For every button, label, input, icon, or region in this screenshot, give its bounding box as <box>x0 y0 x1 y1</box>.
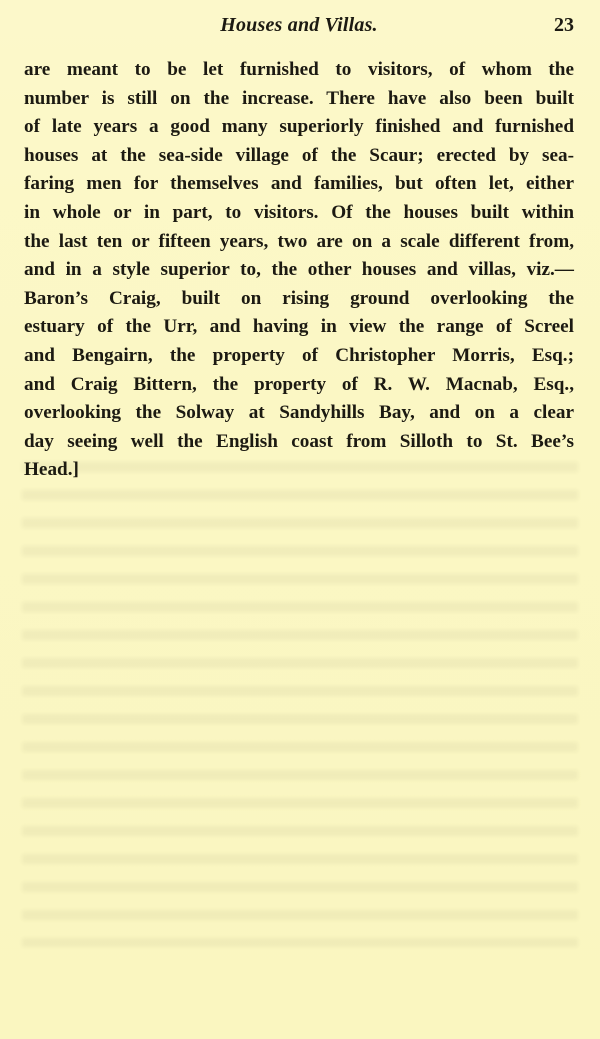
text-line: in whole or in part, to visitors. Of the houses built within <box>24 201 574 223</box>
page-number: 23 <box>554 14 574 36</box>
text-line: houses at the sea-side village of the Scaur; erected by sea- <box>24 144 574 166</box>
bleed-through-shadow <box>22 462 578 947</box>
text-line: of late years a good many superiorly finished and furnished <box>24 116 574 138</box>
text-line: Baron’s Craig, built on rising ground overlooking the <box>24 287 574 309</box>
body-paragraph <box>24 56 574 485</box>
text-line: the last ten or fifteen years, two are on a scale different from, <box>24 230 574 252</box>
text-line: faring men for themselves and families, but often let, either <box>24 173 574 195</box>
text-line: are meant to be let furnished to visitors, of whom the <box>24 59 574 80</box>
text-line: and Bengairn, the property of Christopher Morris, Esq.; <box>24 344 574 366</box>
header-title: Houses and Villas. <box>220 14 378 36</box>
text-line: number is still on the increase. There have also been built <box>24 87 574 109</box>
text-line: overlooking the Solway at Sandyhills Bay, and on a clear <box>24 402 574 424</box>
text-line: and in a style superior to, the other houses and villas, viz.— <box>24 259 574 281</box>
text-line: and Craig Bittern, the property of R. W. Macnab, Esq., <box>24 373 574 395</box>
running-header <box>24 14 574 42</box>
text-line: estuary of the Urr, and having in view the range of Screel <box>24 316 574 338</box>
text-line-last: Head.] <box>24 459 79 481</box>
text-line: day seeing well the English coast from Silloth to St. Bee’s <box>24 430 574 452</box>
